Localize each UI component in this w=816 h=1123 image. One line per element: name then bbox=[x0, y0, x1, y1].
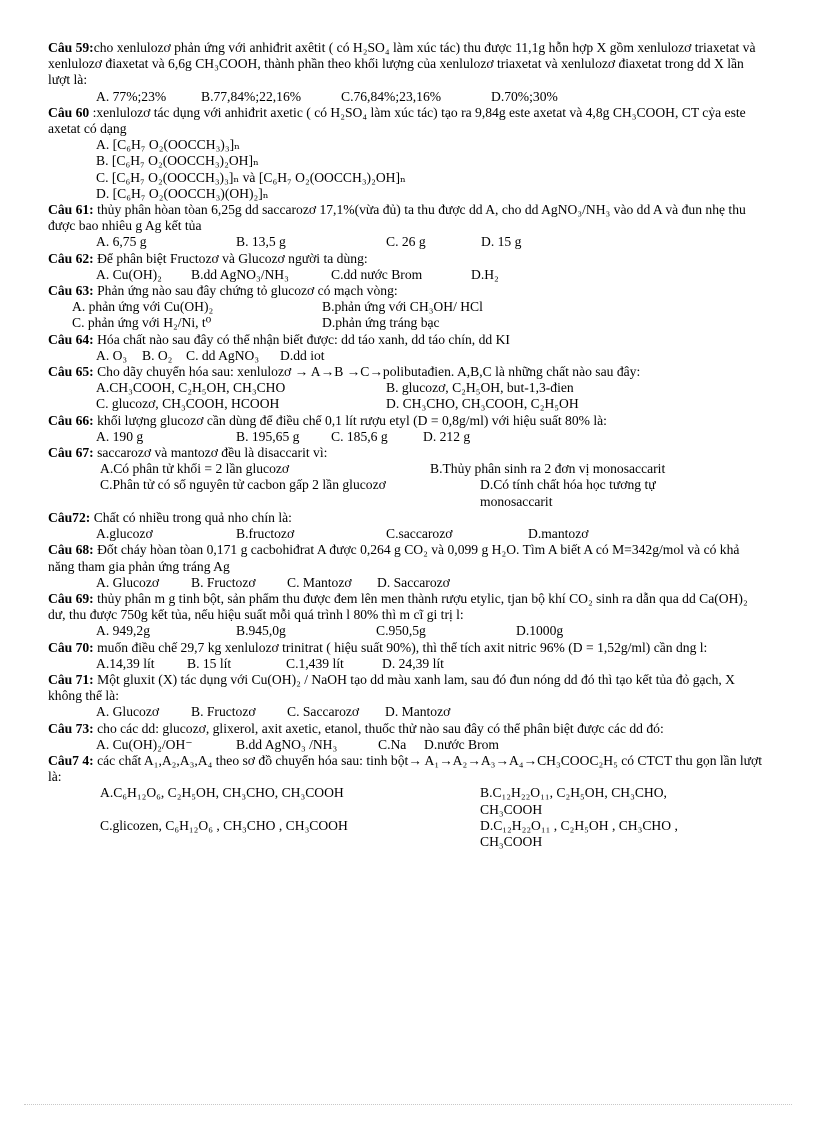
answer-options bbox=[48, 234, 768, 250]
option-d: D.70%;30% bbox=[491, 88, 558, 104]
option-d: D.nước Brom bbox=[424, 736, 499, 752]
option-c: C. 26 g bbox=[386, 234, 426, 250]
answer-options bbox=[48, 477, 768, 509]
answer-options bbox=[48, 429, 768, 445]
question-69 bbox=[48, 591, 768, 623]
question-label: Câu 60 bbox=[48, 104, 90, 120]
question-text: thủy phân m g tinh bột, sản phẩm thu được đem lên men thành rượu etylic, tjan bộ khí CO₂ sinh ra dẫn qua dd Ca(OH)₂ dư, thu được 750g kết tủa, nếu hiệu suất mỗi quá trình l 80% thì m cĩ gi trị l: bbox=[48, 590, 748, 623]
option-b: B. 13,5 g bbox=[236, 234, 286, 250]
option-c: C. dd AgNO₃ bbox=[186, 347, 260, 363]
option-a: A. 949,2g bbox=[96, 623, 150, 639]
option-b: B.C₁₂H₂₂O₁₁, C₂H₅OH, CH₃CHO, CH₃COOH bbox=[480, 785, 667, 817]
question-label: Câu7 4: bbox=[48, 752, 94, 768]
question-60 bbox=[48, 105, 768, 137]
question-text: Cho dãy chuyển hóa sau: xenlulozơ → A→B →C→polibutađien. A,B,C là những chất nào sau đây: bbox=[97, 364, 641, 380]
option-b: B.Thủy phân sinh ra 2 đơn vị monosaccarit bbox=[430, 461, 666, 477]
option-c: C. Mantozơ bbox=[287, 574, 352, 590]
question-text: cho xenlulozơ phản ứng với anhiđrit axêtit ( có H₂SO₄ làm xúc tác) thu được 11,1g hỗn hợp X gồm xenlulozơ triaxetat và xenlulozơ điaxetat và 6,6g CH₃COOH, thành phần theo khối lượng của xenlulozơ triaxetat và xenlulozơ điaxetat trong dd X lần lượt là: bbox=[48, 40, 756, 88]
option-a: A. O₃ bbox=[96, 347, 128, 363]
answer-options bbox=[48, 818, 768, 850]
option-a: A. Glucozơ bbox=[96, 704, 160, 720]
option-a: A. Cu(OH)₂/OH⁻ bbox=[96, 736, 193, 752]
question-72 bbox=[48, 510, 768, 526]
question-text: :xenlulozơ tác dụng với anhiđrit axetic ( có H₂SO₄ làm xúc tác) tạo ra 9,84g este axetat và 4,8g CH₃COOH, CT cỷa este axetat có dạng bbox=[48, 104, 746, 137]
answer-options bbox=[48, 299, 768, 315]
option-b: B.phản ứng với CH₃OH/ HCl bbox=[322, 299, 483, 315]
option-c: C.Phân tử có số nguyên tử cacbon gấp 2 lần glucozơ bbox=[100, 477, 386, 493]
option-d: D. Mantozơ bbox=[385, 704, 451, 720]
option-a: A. 6,75 g bbox=[96, 234, 147, 250]
option-b: B.dd AgNO₃ /NH₃ bbox=[236, 736, 338, 752]
option-d: D. 24,39 lít bbox=[382, 655, 444, 671]
question-label: Câu 65: bbox=[48, 364, 94, 380]
answer-options bbox=[48, 348, 768, 364]
option-a: A.C₆H₁₂O₆, C₂H₅OH, CH₃CHO, CH₃COOH bbox=[100, 785, 344, 801]
option-a: A. Cu(OH)₂ bbox=[96, 266, 162, 282]
question-label: Câu 70: bbox=[48, 639, 94, 655]
answer-options bbox=[48, 785, 768, 817]
option-c: C.Na bbox=[378, 736, 407, 752]
question-59 bbox=[48, 40, 768, 89]
question-label: Câu 67: bbox=[48, 445, 94, 461]
answer-options bbox=[48, 267, 768, 283]
question-64 bbox=[48, 332, 768, 348]
option-d: D. Saccarozơ bbox=[377, 574, 450, 590]
question-label: Câu72: bbox=[48, 509, 91, 525]
question-label: Câu 62: bbox=[48, 250, 94, 266]
option-a: A.14,39 lít bbox=[96, 655, 155, 671]
option-d: D.1000g bbox=[516, 623, 564, 639]
question-text: thủy phân hòan tòan 6,25g dd saccarozơ 17,1%(vừa đủ) ta thu được dd A, cho dd AgNO₃/NH₃ vào dd A và đun nhẹ thu được bao nhiêu g Ag kết tủa bbox=[48, 202, 746, 234]
question-text: khối lượng glucozơ cần dùng để điều chế 0,1 lít rượu etyl (D = 0,8g/ml) với hiệu suất 80% là: bbox=[97, 412, 607, 428]
question-label: Câu 71: bbox=[48, 671, 94, 687]
question-label: Câu 63: bbox=[48, 283, 94, 299]
option-a: A. 190 g bbox=[96, 428, 144, 444]
option-a: A. [C₆H₇ O₂(OOCCH₃)₃]ₙ bbox=[96, 137, 240, 153]
option-b: B. [C₆H₇ O₂(OOCCH₃)₂OH]ₙ bbox=[96, 153, 259, 169]
option-c: C.dd nước Brom bbox=[331, 266, 423, 282]
answer-options bbox=[48, 380, 768, 396]
question-70 bbox=[48, 640, 768, 656]
question-text: muốn điều chế 29,7 kg xenlulozơ trinitrat ( hiệu suất 90%), thì thể tích axit nitric 96% (D = 1,52g/ml) cần dng l: bbox=[97, 639, 708, 655]
option-a: A. Glucozơ bbox=[96, 574, 160, 590]
question-61 bbox=[48, 202, 768, 234]
question-text: Phản ứng nào sau đây chứng tỏ glucozơ có mạch vòng: bbox=[97, 283, 398, 299]
option-d: D.phản ứng tráng bạc bbox=[322, 315, 440, 331]
option-b: B. O₂ bbox=[142, 347, 173, 363]
question-text: cho các dd: glucozơ, glixerol, axit axetic, etanol, thuốc thử nào sau đây có thể phân biệt được các dd đó: bbox=[97, 720, 664, 736]
answer-options bbox=[48, 656, 768, 672]
option-b: B. Fructozơ bbox=[191, 574, 256, 590]
option-c: C. 185,6 g bbox=[331, 428, 388, 444]
answer-options bbox=[48, 461, 768, 477]
question-68 bbox=[48, 542, 768, 574]
answer-options bbox=[48, 315, 768, 331]
question-label: Câu 59: bbox=[48, 40, 94, 55]
option-c: C.76,84%;23,16% bbox=[341, 88, 442, 104]
question-text: Đốt cháy hòan tòan 0,171 g cacbohiđrat A được 0,264 g CO₂ và 0,099 g H₂O. Tìm A biết A có M=342g/mol và có khả năng tham gia phản ứng tráng Ag bbox=[48, 542, 740, 574]
question-62 bbox=[48, 251, 768, 267]
question-label: Câu 69: bbox=[48, 590, 94, 606]
option-d: D.C₁₂H₂₂O₁₁ , C₂H₅OH , CH₃CHO , CH₃COOH bbox=[480, 817, 678, 849]
option-c: C.1,439 lít bbox=[286, 655, 344, 671]
question-label: Câu 61: bbox=[48, 202, 94, 218]
option-d: D. 15 g bbox=[481, 234, 522, 250]
question-text: saccarozơ và mantozơ đều là disaccarit vì: bbox=[97, 445, 328, 461]
question-66 bbox=[48, 413, 768, 429]
question-label: Câu 66: bbox=[48, 412, 94, 428]
answer-options bbox=[48, 89, 768, 105]
option-c: C. glucozơ, CH₃COOH, HCOOH bbox=[96, 396, 280, 412]
option-c: C. Saccarozơ bbox=[287, 704, 360, 720]
answer-options bbox=[48, 396, 768, 412]
option-d: D.H₂ bbox=[471, 266, 499, 282]
option-a: A. phản ứng với Cu(OH)₂ bbox=[72, 299, 214, 315]
question-label: Câu 64: bbox=[48, 331, 94, 347]
question-label: Câu 68: bbox=[48, 542, 94, 558]
option-b: B. Fructozơ bbox=[191, 704, 256, 720]
answer-options bbox=[48, 526, 768, 542]
worksheet-page bbox=[48, 40, 768, 850]
option-b: B.dd AgNO₃/NH₃ bbox=[191, 266, 289, 282]
option-d: D. CH₃CHO, CH₃COOH, C₂H₅OH bbox=[386, 396, 579, 412]
option-d: D.Có tính chất hóa học tương tự monosaccarit bbox=[480, 477, 656, 509]
option-d: D. 212 g bbox=[423, 428, 471, 444]
answer-options bbox=[48, 623, 768, 639]
option-a: A.glucozơ bbox=[96, 526, 153, 542]
option-c: C.glicozen, C₆H₁₂O₆ , CH₃CHO , CH₃COOH bbox=[100, 817, 348, 833]
option-c: C. phản ứng với H₂/Ni, t⁰ bbox=[72, 315, 212, 331]
question-73 bbox=[48, 721, 768, 737]
option-a: A. 77%;23% bbox=[96, 88, 167, 104]
option-b: B.fructozơ bbox=[236, 526, 295, 542]
question-text: Hóa chất nào sau đây có thể nhận biết được: dd táo xanh, dd táo chín, dd KI bbox=[97, 331, 510, 347]
option-a: A.Có phân tử khối = 2 lần glucozơ bbox=[100, 461, 290, 477]
option-d: D.mantozơ bbox=[528, 526, 589, 542]
option-b: B.945,0g bbox=[236, 623, 286, 639]
option-b: B.77,84%;22,16% bbox=[201, 88, 302, 104]
question-74 bbox=[48, 753, 768, 785]
option-c: C.950,5g bbox=[376, 623, 426, 639]
question-text: Chất có nhiều trong quả nho chín là: bbox=[93, 509, 292, 525]
question-71 bbox=[48, 672, 768, 704]
question-63 bbox=[48, 283, 768, 299]
option-b: B. 195,65 g bbox=[236, 428, 300, 444]
option-c: C. [C₆H₇ O₂(OOCCH₃)₃]ₙ và [C₆H₇ O₂(OOCCH₃)₂OH]ₙ bbox=[96, 169, 406, 185]
option-d: D.dd iot bbox=[280, 347, 325, 363]
question-65 bbox=[48, 364, 768, 380]
option-d: D. [C₆H₇ O₂(OOCCH₃)(OH)₂]ₙ bbox=[96, 185, 269, 201]
question-text: các chất A₁,A₂,A₃,A₄ theo sơ đồ chuyển hóa sau: tinh bột→ A₁→A₂→A₃→A₄→CH₃COOC₂H₅ có CTCT thu gọn lần lượt là: bbox=[48, 752, 763, 785]
answer-options bbox=[48, 737, 768, 753]
question-text: Một gluxit (X) tác dụng với Cu(OH)₂ / NaOH tạo dd màu xanh lam, sau đó đun nóng dd đó thì tạo kết tủa đỏ gạch, X không thể là: bbox=[48, 671, 736, 704]
question-label: Câu 73: bbox=[48, 720, 94, 736]
footer-divider bbox=[24, 1104, 792, 1105]
question-text: Để phân biệt Fructozơ và Glucozơ người ta dùng: bbox=[97, 250, 368, 266]
option-c: C.saccarozơ bbox=[386, 526, 453, 542]
answer-options bbox=[48, 575, 768, 591]
option-b: B. glucozơ, C₂H₅OH, but-1,3-đien bbox=[386, 380, 574, 396]
option-b: B. 15 lít bbox=[187, 655, 232, 671]
option-a: A.CH₃COOH, C₂H₅OH, CH₃CHO bbox=[96, 380, 286, 396]
answer-options bbox=[48, 704, 768, 720]
question-67 bbox=[48, 445, 768, 461]
